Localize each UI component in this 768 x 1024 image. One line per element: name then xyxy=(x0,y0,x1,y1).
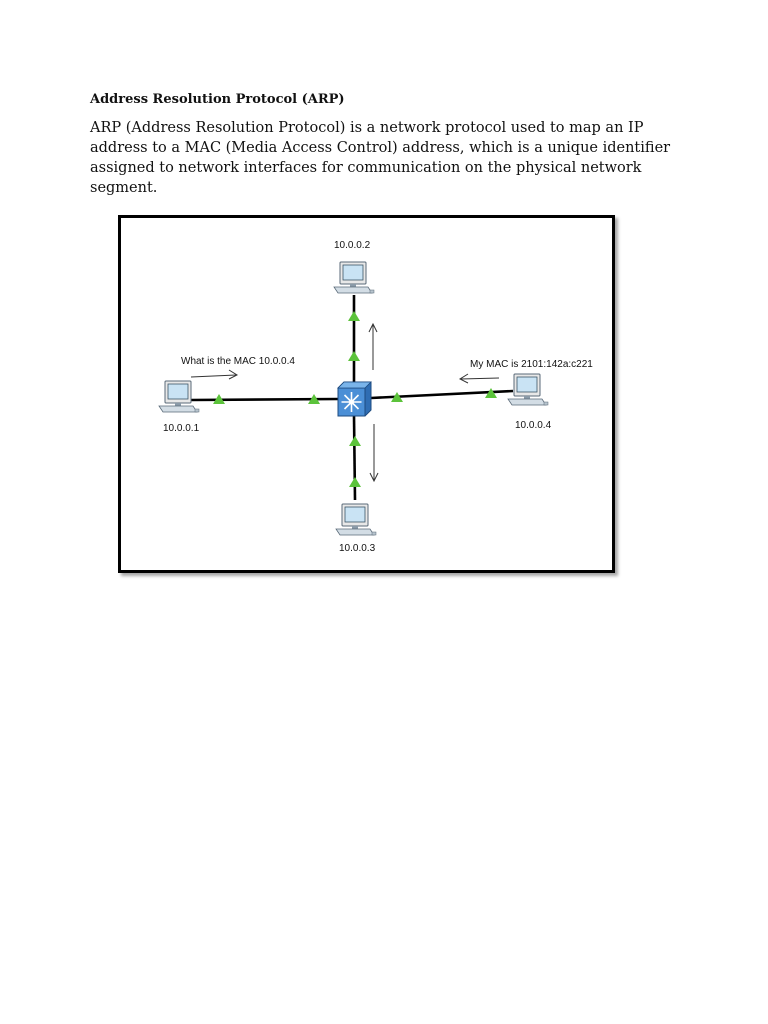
request-arrow xyxy=(191,370,237,379)
link-indicator-bottom-host xyxy=(349,477,361,487)
link-indicator-top-host xyxy=(348,311,360,321)
down-arrow xyxy=(370,424,378,481)
link-indicator-top-switch xyxy=(348,351,360,361)
host-label-top: 10.0.0.2 xyxy=(334,240,371,251)
host-label-bottom: 10.0.0.3 xyxy=(339,543,376,554)
computer-icon xyxy=(159,381,199,412)
host-label-right: 10.0.0.4 xyxy=(515,420,552,431)
document-heading: Address Resolution Protocol (ARP) xyxy=(90,92,345,107)
arp-reply-label: My MAC is 2101:142a:c221 xyxy=(470,359,593,370)
link-indicator-bottom-switch xyxy=(349,436,361,446)
document-paragraph: ARP (Address Resolution Protocol) is a network protocol used to map an IP address to a MAC (Media Access Control) address, which is a unique identifier assigned to network interfaces for communication on the physical network segment. xyxy=(90,120,671,196)
reply-arrow xyxy=(460,374,499,383)
cable-bottom xyxy=(354,416,355,500)
multilayer-switch-icon xyxy=(338,382,371,416)
arp-request-label: What is the MAC 10.0.0.4 xyxy=(181,356,295,367)
host-label-left: 10.0.0.1 xyxy=(163,423,200,434)
computer-icon xyxy=(334,262,374,293)
up-arrow xyxy=(369,324,377,370)
computer-icon xyxy=(508,374,548,405)
network-diagram xyxy=(118,215,615,573)
computer-icon xyxy=(336,504,376,535)
